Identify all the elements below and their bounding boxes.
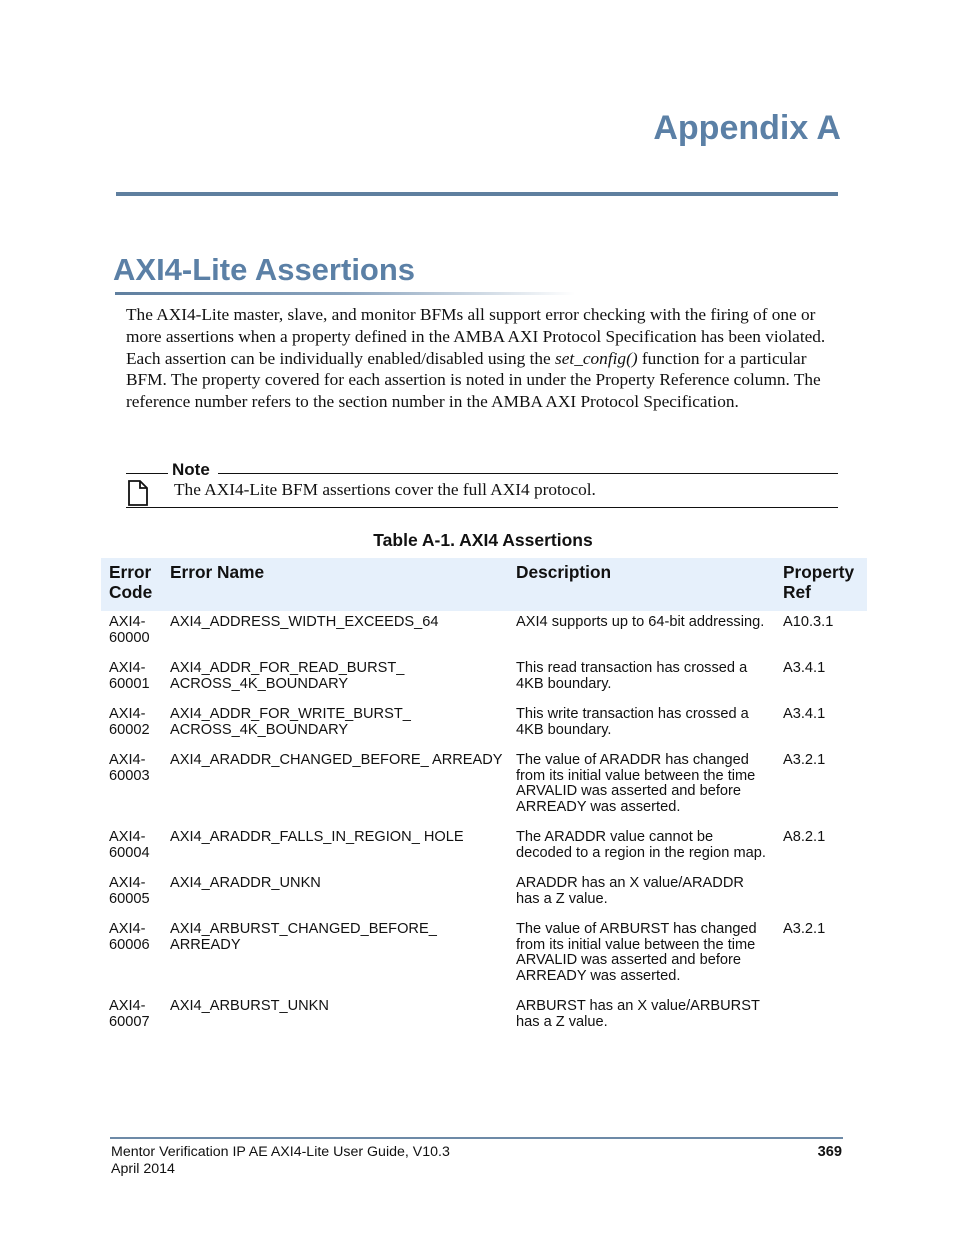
property-ref-cell: A3.2.1 bbox=[783, 752, 826, 768]
error-name-cell: AXI4_ARADDR_UNKN bbox=[170, 875, 321, 891]
footer-rule bbox=[110, 1137, 843, 1139]
description-cell: The ARADDR value cannot be decoded to a region in the region map. bbox=[516, 829, 766, 861]
table-row bbox=[101, 872, 867, 918]
property-ref-cell: A3.2.1 bbox=[783, 921, 826, 937]
error-code-cell: AXI4-60001 bbox=[109, 660, 150, 692]
header-error-code: Error Code bbox=[109, 562, 153, 602]
error-name-cell: AXI4_ARADDR_FALLS_IN_REGION_ HOLE bbox=[170, 829, 464, 845]
error-code-cell: AXI4-60002 bbox=[109, 706, 150, 738]
error-name-cell: AXI4_ARBURST_CHANGED_BEFORE_ ARREADY bbox=[170, 921, 437, 953]
intro-text-start: The AXI4-Lite master, slave, and monitor BFMs all support error checking with the firing of one or more assertions when a property defined in the AMBA AXI Protocol Specification has been violated. Each assertion can be individually enabled/disabled using the bbox=[126, 305, 826, 368]
note-rule-right bbox=[218, 473, 838, 474]
note-page-icon bbox=[127, 479, 149, 507]
property-ref-cell: A3.4.1 bbox=[783, 706, 826, 722]
appendix-rule bbox=[116, 192, 838, 196]
note-label: Note bbox=[172, 460, 210, 479]
note-rule-bottom bbox=[126, 507, 838, 508]
intro-paragraph bbox=[126, 304, 838, 413]
error-name-cell: AXI4_ADDRESS_WIDTH_EXCEEDS_64 bbox=[170, 614, 439, 630]
error-code-cell: AXI4-60006 bbox=[109, 921, 150, 953]
assertions-table bbox=[101, 558, 867, 1041]
error-name-cell: AXI4_ADDR_FOR_READ_BURST_ ACROSS_4K_BOUNDARY bbox=[170, 660, 405, 692]
header-error-name: Error Name bbox=[170, 562, 265, 582]
description-cell: This write transaction has crossed a 4KB boundary. bbox=[516, 706, 749, 738]
property-ref-cell bbox=[775, 995, 867, 1041]
error-code-cell: AXI4-60003 bbox=[109, 752, 150, 784]
note-rule-left bbox=[126, 473, 168, 474]
property-ref-cell: A8.2.1 bbox=[783, 829, 826, 845]
description-cell: The value of ARADDR has changed from its initial value between the time ARVALID was asserted and before ARREADY was asserted. bbox=[516, 752, 756, 815]
footer-date: April 2014 bbox=[111, 1160, 175, 1177]
description-cell: This read transaction has crossed a 4KB boundary. bbox=[516, 660, 748, 692]
section-title: AXI4-Lite Assertions bbox=[113, 252, 416, 287]
description-cell: AXI4 supports up to 64-bit addressing. bbox=[516, 614, 765, 630]
table-row bbox=[101, 611, 867, 657]
description-cell: ARADDR has an X value/ARADDR has a Z value. bbox=[516, 875, 744, 907]
error-name-cell: AXI4_ARBURST_UNKN bbox=[170, 998, 329, 1014]
note-text: The AXI4-Lite BFM assertions cover the full AXI4 protocol. bbox=[174, 480, 596, 499]
header-description: Description bbox=[516, 562, 612, 582]
error-name-cell: AXI4_ADDR_FOR_WRITE_BURST_ ACROSS_4K_BOUNDARY bbox=[170, 706, 411, 738]
set-config-function: set_config() bbox=[555, 348, 638, 368]
table-row bbox=[101, 657, 867, 703]
table-row bbox=[101, 918, 867, 995]
section-underline bbox=[115, 292, 575, 295]
description-cell: ARBURST has an X value/ARBURST has a Z value. bbox=[516, 998, 760, 1030]
error-code-cell: AXI4-60005 bbox=[109, 875, 150, 907]
table-row bbox=[101, 826, 867, 872]
error-code-cell: AXI4-60004 bbox=[109, 829, 150, 861]
appendix-heading: Appendix A bbox=[653, 109, 841, 147]
property-ref-cell bbox=[775, 872, 867, 918]
table-caption: Table A-1. AXI4 Assertions bbox=[373, 530, 593, 550]
table-row bbox=[101, 749, 867, 826]
property-ref-cell: A10.3.1 bbox=[783, 614, 834, 630]
footer-guide-title: Mentor Verification IP AE AXI4-Lite User Guide, V10.3 bbox=[111, 1144, 450, 1160]
table-header-row bbox=[101, 558, 867, 611]
table-row bbox=[101, 703, 867, 749]
page-number: 369 bbox=[817, 1144, 842, 1160]
table-row bbox=[101, 995, 867, 1041]
header-property-ref: Property Ref bbox=[783, 562, 855, 602]
error-code-cell: AXI4-60000 bbox=[109, 614, 150, 646]
error-name-cell: AXI4_ARADDR_CHANGED_BEFORE_ ARREADY bbox=[170, 752, 503, 768]
property-ref-cell: A3.4.1 bbox=[783, 660, 826, 676]
description-cell: The value of ARBURST has changed from its initial value between the time ARVALID was asserted and before ARREADY was asserted. bbox=[516, 921, 757, 984]
footer-info bbox=[111, 1144, 450, 1177]
error-code-cell: AXI4-60007 bbox=[109, 998, 150, 1030]
intro-text-end: function for a particular BFM. The property covered for each assertion is noted in under the Property Reference column. The reference number refers to the section number in the AMBA AXI Protocol Specification. bbox=[126, 348, 821, 412]
